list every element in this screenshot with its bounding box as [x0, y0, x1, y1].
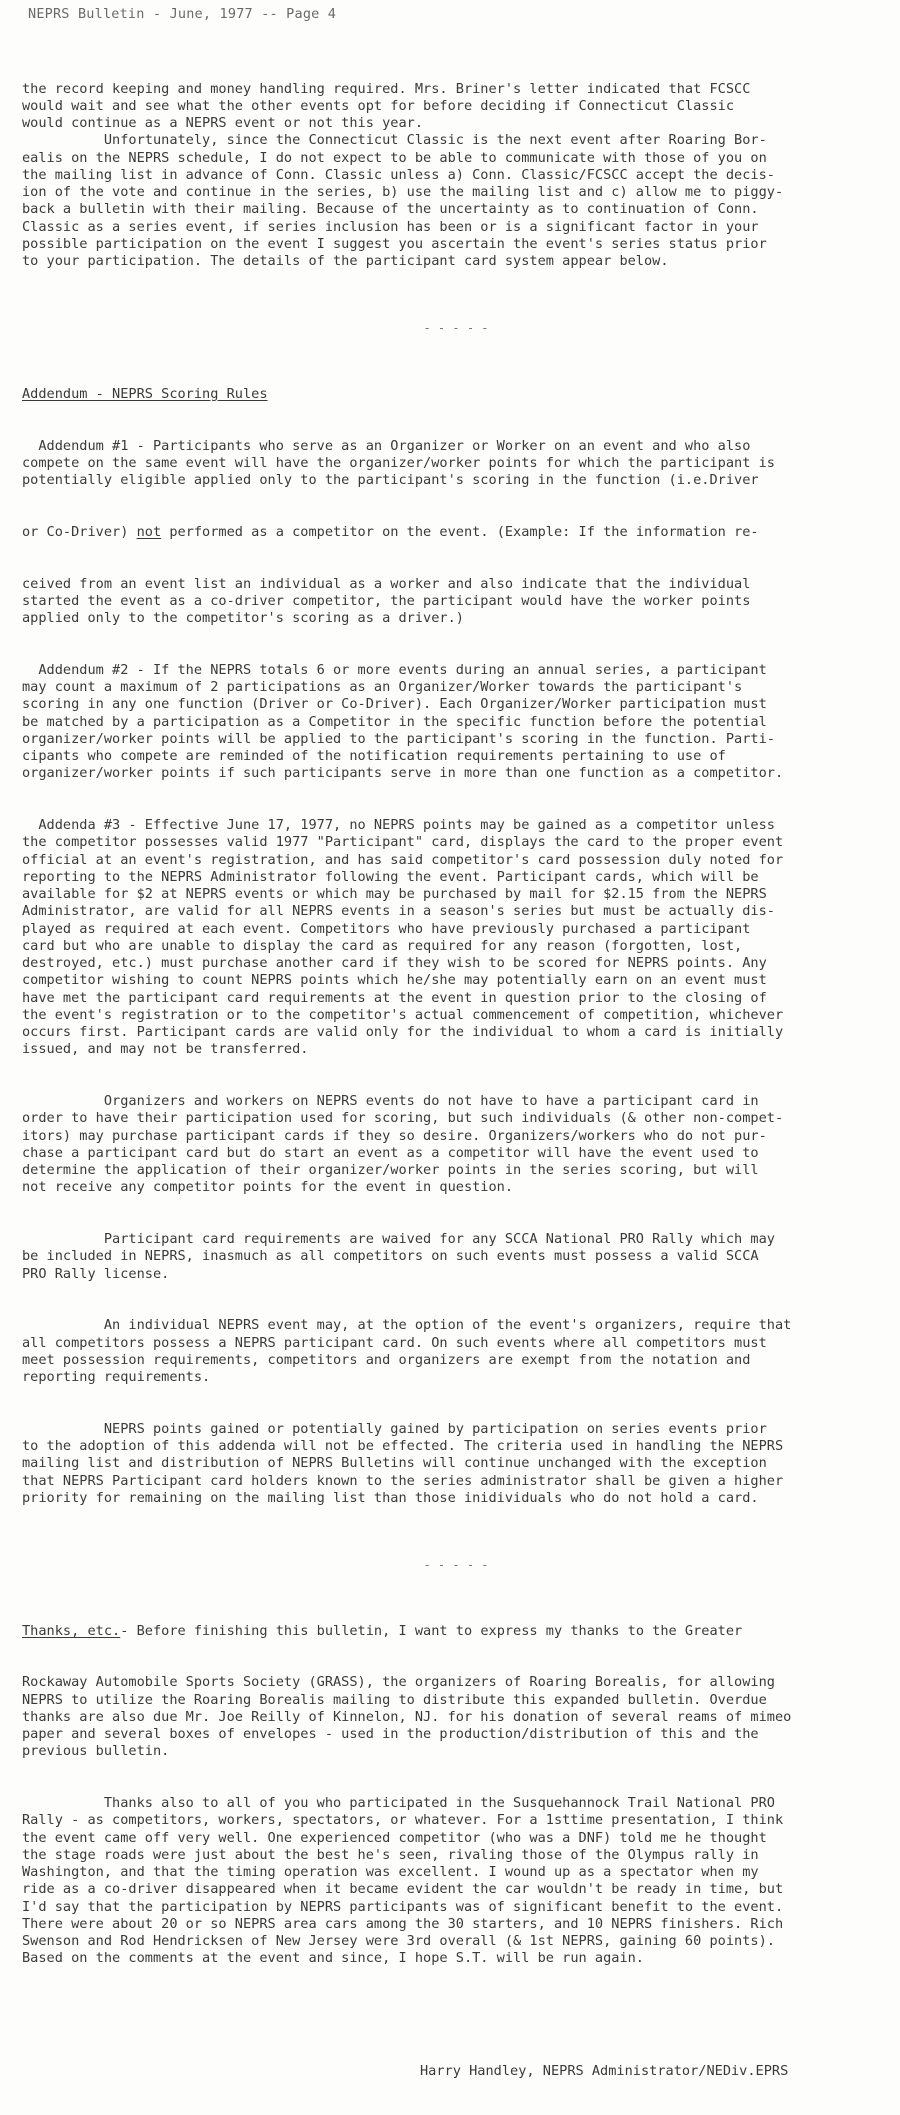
text-line: order to have their participation used for scoring, but such individuals (& other non-compet-	[22, 1110, 784, 1127]
text-line: Based on the comments at the event and since, I hope S.T. will be run again.	[22, 1950, 644, 1967]
text-line: Thanks also to all of you who participated in the Susquehannock Trail National PRO	[22, 1795, 775, 1811]
text-line: There were about 20 or so NEPRS area cars among the 30 starters, and 10 NEPRS finishers. Rich	[22, 1915, 784, 1932]
thanks-first-line	[22, 1623, 890, 1640]
text-line: would continue as a NEPRS event or not this year.	[22, 115, 424, 131]
text-line: played as required at each event. Competitors who have previously purchased a participant	[22, 920, 751, 937]
text-line: NEPRS to utilize the Roaring Borealis mailing to distribute this expanded bulletin. Overdue	[22, 1691, 767, 1708]
addendum-1-not-line	[22, 524, 890, 541]
text-line: determine the application of their organizer/worker points in the series scoring, but will	[22, 1162, 759, 1178]
text-line: mailing list and distribution of NEPRS Bulletins will continue unchanged with the exception	[22, 1455, 767, 1472]
addendum-1-rest-text: performed as a competitor on the event. (Example: If the information re-	[161, 523, 759, 540]
signature-spacer	[22, 2019, 890, 2028]
waiver-paragraph	[22, 1231, 890, 1283]
text-line: PRO Rally license.	[22, 1265, 170, 1282]
text-line: potentially eligible applied only to the participant's scoring in the function (i.e.Driver	[22, 472, 759, 488]
text-line: would wait and see what the other events opt for before deciding if Connecticut Classic	[22, 97, 735, 114]
text-line: NEPRS points gained or potentially gained by participation on series events prior	[22, 1420, 767, 1437]
text-line: ealis on the NEPRS schedule, I do not expect to be able to communicate with those of you on	[22, 149, 767, 166]
text-line: may count a maximum of 2 participations as an Organizer/Worker towards the participant's	[22, 679, 743, 695]
text-line: Unfortunately, since the Connecticut Classic is the next event after Roaring Bor-	[22, 132, 767, 149]
text-line: Rally - as competitors, workers, spectators, or whatever. For a 1sttime presentation, I think	[22, 1812, 784, 1829]
points-paragraph	[22, 1421, 890, 1507]
thanks-paragraph-1	[22, 1674, 890, 1760]
text-line: scoring in any one function (Driver or Co-Driver). Each Organizer/Worker participation must	[22, 696, 767, 713]
section-divider-2: - - - - -	[423, 1557, 489, 1572]
text-line: meet possession requirements, competitors and organizers are exempt from the notation and	[22, 1351, 751, 1368]
text-line: Washington, and that the timing operation was excellent. I wound up as a spectator when my	[22, 1864, 759, 1880]
text-line: issued, and may not be transferred.	[22, 1041, 309, 1058]
text-line: to your participation. The details of the participant card system appear below.	[22, 253, 669, 269]
section-divider: - - - - -	[423, 321, 489, 335]
text-line: official at an event's registration, and has said competitor's card possession duly noted for	[22, 851, 784, 868]
text-line: the competitor possesses valid 1977 "Participant" card, displays the card to the proper event	[22, 834, 784, 851]
text-line: destroyed, etc.) must purchase another card if they wish to be scored for NEPRS points. Any	[22, 955, 767, 971]
text-line: competitor wishing to count NEPRS points which he/she may potentially earn on an event must	[22, 972, 767, 989]
bulletin-body	[22, 46, 890, 2115]
text-line: chase a participant card but do start an event as a competitor will have the event used to	[22, 1144, 759, 1161]
text-line: Addenda #3 - Effective June 17, 1977, no NEPRS points may be gained as a competitor unless	[22, 817, 775, 833]
text-line: Swenson and Rod Hendricksen of New Jersey were 3rd overall (& 1st NEPRS, gaining 60 points).	[22, 1933, 775, 1949]
text-line: itors) may purchase participant cards if they so desire. Organizers/workers who do not pur-	[22, 1127, 767, 1144]
text-line: not receive any competitor points for the event in question.	[22, 1179, 514, 1196]
text-line: applied only to the competitor's scoring as a driver.)	[22, 610, 464, 626]
text-line: the stage roads were just about the best he's seen, rivaling those of the Olympus rally in	[22, 1846, 759, 1863]
text-line: cipants who compete are reminded of the notification requirements pertaining to use of	[22, 748, 726, 764]
text-line: organizer/worker points if such participants serve in more than one function as a competitor.	[22, 765, 784, 782]
addendum-3	[22, 817, 890, 1059]
text-line: started the event as a co-driver competitor, the participant would have the worker points	[22, 592, 751, 609]
addendum-heading: Addendum - NEPRS Scoring Rules	[22, 385, 268, 402]
text-line: organizer/worker points will be applied to the participant's scoring in the function. Parti-	[22, 730, 775, 747]
text-line: ride as a co-driver disappeared when it became evident the car wouldn't be ready in time, but	[22, 1881, 784, 1898]
text-line: ceived from an event list an individual as a worker and also indicate that the individual	[22, 575, 751, 592]
text-line: Administrator, are valid for all NEPRS events in a season's series but must be actually dis-	[22, 903, 775, 920]
text-line: to the adoption of this addenda will not be effected. The criteria used in handling the NEPRS	[22, 1438, 784, 1454]
text-line: previous bulletin.	[22, 1743, 170, 1760]
text-line: Organizers and workers on NEPRS events do not have to have a participant card in	[22, 1093, 759, 1109]
text-line: the event's registration or to the competitor's actual commencement of competition, whichever	[22, 1006, 784, 1023]
text-line: reporting requirements.	[22, 1369, 211, 1385]
text-line: back a bulletin with their mailing. Because of the uncertainty as to continuation of Conn.	[22, 201, 759, 218]
text-line: have met the participant card requirements at the event in question prior to the closing of	[22, 989, 767, 1006]
text-line: Participant card requirements are waived for any SCCA National PRO Rally which may	[22, 1231, 775, 1247]
text-line: occurs first. Participant cards are valid only for the individual to whom a card is initially	[22, 1024, 784, 1040]
text-line: paper and several boxes of envelopes - used in the production/distribution of this and the	[22, 1726, 759, 1742]
text-line: reporting to the NEPRS Administrator following the event. Participant cards, which will be	[22, 868, 759, 885]
addendum-1-part-a	[22, 438, 890, 490]
text-line: the event came off very well. One experienced competitor (who was a DNF) told me he thought	[22, 1829, 767, 1846]
text-line: Addendum #1 - Participants who serve as an Organizer or Worker on an event and who also	[22, 437, 751, 454]
text-line: the mailing list in advance of Conn. Classic unless a) Conn. Classic/FCSCC accept the decis-	[22, 166, 775, 183]
text-line: Rockaway Automobile Sports Society (GRASS), the organizers of Roaring Borealis, for allowing	[22, 1674, 775, 1691]
intro-section	[22, 81, 890, 271]
text-line: available for $2 at NEPRS events or which may be purchased by mail for $2.15 from the NEPRS	[22, 886, 767, 902]
text-line: Classic as a series event, if series inclusion has been or is a significant factor in your	[22, 218, 759, 235]
text-line: I'd say that the participation by NEPRS participants was of significant benefit to the event.	[22, 1898, 784, 1915]
text-line: An individual NEPRS event may, at the option of the event's organizers, require that	[22, 1317, 792, 1334]
text-line: all competitors possess a NEPRS participant card. On such events where all competitors must	[22, 1334, 767, 1351]
thanks-paragraph-2	[22, 1795, 890, 1968]
thanks-heading: Thanks, etc.	[22, 1622, 121, 1639]
text-line: be included in NEPRS, inasmuch as all competitors on such events must possess a valid SCCA	[22, 1248, 759, 1265]
addendum-1-or-text: or Co-Driver)	[22, 523, 137, 540]
text-line: priority for remaining on the mailing list than those inidividuals who do not hold a card.	[22, 1489, 759, 1506]
text-line: that NEPRS Participant card holders known to the series administrator shall be given a higher	[22, 1472, 784, 1489]
text-line: ion of the vote and continue in the series, b) use the mailing list and c) allow me to piggy-	[22, 184, 784, 200]
text-line: thanks are also due Mr. Joe Reilly of Kinnelon, NJ. for his donation of several reams of mimeo	[22, 1708, 792, 1725]
text-line: card but who are unable to display the card as required for any reason (forgotten, lost,	[22, 937, 743, 954]
signature: Harry Handley, NEPRS Administrator/NEDiv.EPRS	[420, 2062, 789, 2079]
thanks-first-rest: - Before finishing this bulletin, I want to express my thanks to the Greater	[120, 1622, 743, 1639]
text-line: possible participation on the event I suggest you ascertain the event's series status prior	[22, 235, 767, 252]
text-line: be matched by a participation as a Competitor in the specific function before the potential	[22, 713, 767, 730]
addendum-2	[22, 662, 890, 783]
text-line: compete on the same event will have the organizer/worker points for which the participant is	[22, 454, 775, 471]
page-header: NEPRS Bulletin - June, 1977 -- Page 4	[28, 6, 337, 22]
organizers-paragraph	[22, 1093, 890, 1197]
text-line: Addendum #2 - If the NEPRS totals 6 or more events during an annual series, a participant	[22, 661, 767, 678]
not-emphasis: not	[136, 523, 162, 540]
individual-event-paragraph	[22, 1317, 890, 1386]
text-line: the record keeping and money handling required. Mrs. Briner's letter indicated that FCSCC	[22, 80, 751, 97]
addendum-1-part-b	[22, 576, 890, 628]
